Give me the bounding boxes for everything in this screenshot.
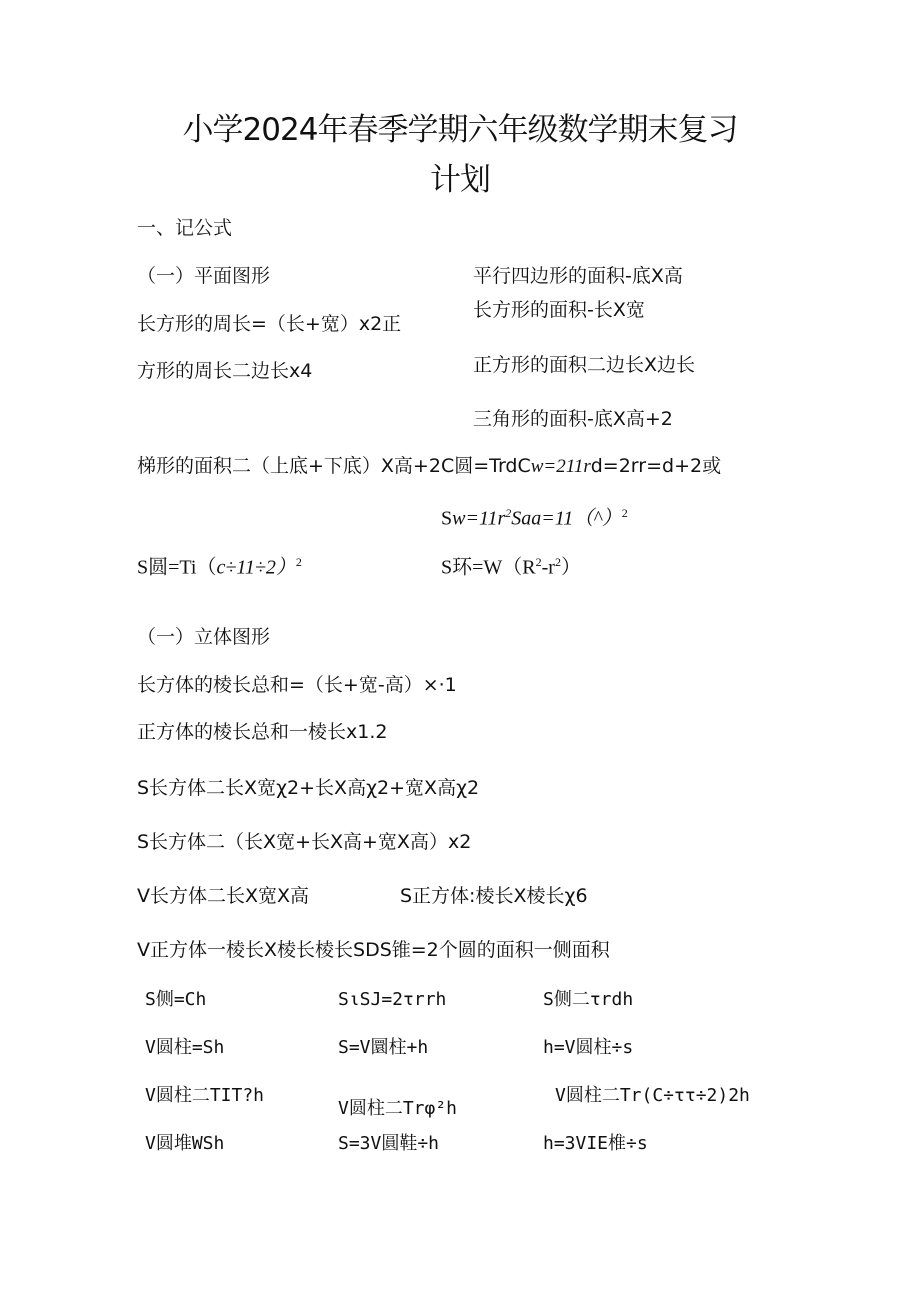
formula-saa-sup: 2 — [621, 506, 628, 520]
grid-r1c3: S侧二τrdh — [543, 989, 634, 1010]
grid-r4c1: V圆堆WSh — [145, 1133, 225, 1154]
formula-parallelogram-area: 平行四边形的面积-底X高 — [473, 265, 683, 287]
grid-r1c1: S侧=Ch — [145, 989, 207, 1010]
formula-cuboid-edge-sum: 长方体的棱长总和=（长+宽-高）×·1 — [137, 674, 457, 696]
formula-ring-sup2: 2 — [554, 555, 561, 569]
formula-rectangle-perimeter: 长方形的周长=（长+宽）x2正 — [137, 313, 402, 335]
grid-r1c2: SιSJ=2τrrh — [338, 989, 447, 1010]
formula-circle-area-sup: 2 — [295, 555, 302, 569]
formula-saa: Saa=11（^） — [511, 507, 622, 530]
grid-r2c2: S=V圜柱+h — [338, 1037, 429, 1058]
formula-trapezoid-text: 梯形的面积二（上底+下底）X高+2C圆=TrdC — [137, 455, 531, 477]
document-title: 小学2024年春季学期六年级数学期末复习 — [182, 112, 738, 148]
formula-ring-end: ） — [560, 556, 581, 579]
formula-circle-area-body: c÷11÷2） — [216, 556, 296, 579]
formula-sw-body: w=11r — [452, 507, 506, 530]
formula-square-area: 正方形的面积二边长X边长 — [473, 354, 696, 376]
formula-square-perimeter: 方形的周长二边长x4 — [137, 360, 313, 382]
subsection-plane-figures: （一）平面图形 — [137, 265, 271, 287]
formula-rectangle-area: 长方形的面积-长X宽 — [473, 299, 645, 321]
formula-trapezoid-and-circle — [137, 454, 721, 479]
formula-circumference-text: w=211r — [530, 456, 591, 477]
document-title-continued: 计划 — [430, 162, 490, 198]
formula-cube-surface: S正方体:棱长X棱长χ6 — [400, 885, 588, 907]
formula-sw-s: S — [441, 507, 453, 530]
formula-circle-area-start: S圆=Ti（ — [137, 556, 217, 579]
formula-circle-area — [137, 550, 302, 580]
formula-cuboid-surface-1: S长方体二长X宽χ2+长X高χ2+宽X高χ2 — [137, 777, 480, 799]
formula-ring-sup1: 2 — [535, 555, 542, 569]
formula-cuboid-volume: V长方体二长X宽X高 — [137, 885, 310, 907]
formula-ring-area — [441, 550, 581, 580]
grid-r3c2: V圆柱二Trφ²h — [338, 1098, 458, 1119]
grid-r2c1: V圆柱=Sh — [145, 1037, 225, 1058]
formula-cuboid-surface-2: S长方体二（长X宽+长X高+宽X高）x2 — [137, 831, 472, 853]
formula-cube-volume: V正方体一棱长X棱长棱长SDS锥=2个圆的面积一侧面积 — [137, 939, 610, 961]
grid-r3c1: V圆柱二TIT?h — [145, 1085, 265, 1106]
formula-circle-area-sw — [441, 501, 628, 531]
section-heading-formulas: 一、记公式 — [137, 217, 233, 239]
formula-cube-edge-sum: 正方体的棱长总和一棱长x1.2 — [137, 721, 388, 743]
formula-ring-start: S环=W（R — [441, 556, 536, 579]
subsection-solid-figures: （一）立体图形 — [137, 626, 271, 648]
formula-sw-sup: 2 — [505, 506, 512, 520]
grid-r4c3: h=3VIE椎÷s — [543, 1133, 648, 1154]
grid-r2c3: h=V圆柱÷s — [543, 1037, 634, 1058]
formula-ring-mid: -r — [541, 556, 555, 579]
grid-r3c3: V圆柱二Tr(C÷ττ÷2)2h — [555, 1085, 750, 1106]
formula-diameter-text: d=2rr=d+2或 — [590, 455, 722, 477]
grid-r4c2: S=3V圓鞋÷h — [338, 1133, 440, 1154]
formula-triangle-area: 三角形的面积-底X高+2 — [473, 408, 673, 430]
